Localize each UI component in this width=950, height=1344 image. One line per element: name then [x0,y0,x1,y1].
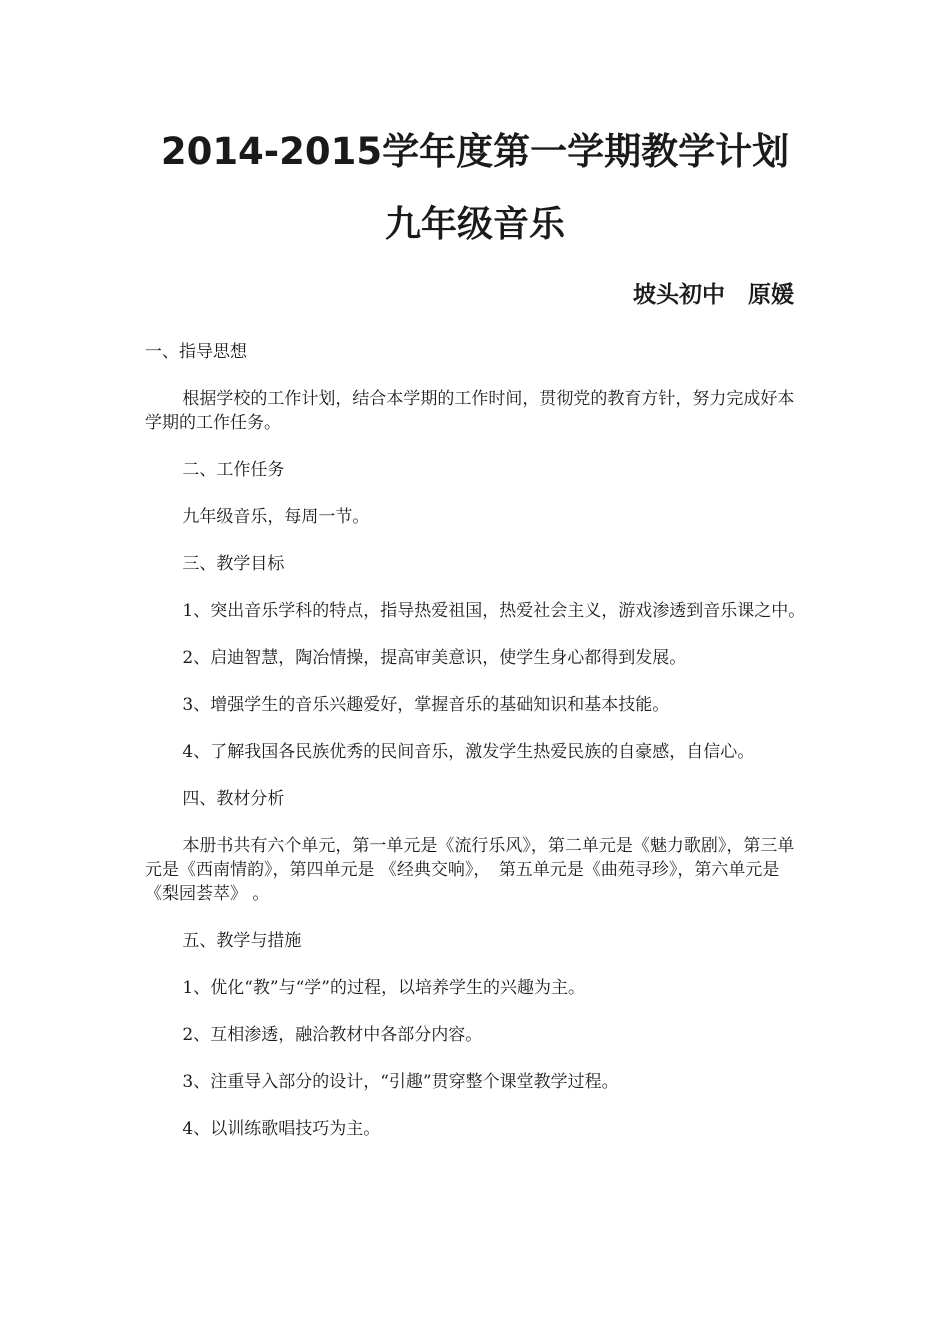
section-heading: 一、指导思想 [145,342,247,362]
list-item: 2、互相渗透，融洽教材中各部分内容。 [182,1025,483,1045]
paragraph: 九年级音乐，每周一节。 [182,507,370,527]
document-body [145,340,811,1164]
list-item: 3、增强学生的音乐兴趣爱好，掌握音乐的基础知识和基本技能。 [182,695,670,715]
section-heading: 二、工作任务 [182,460,285,480]
section-heading: 三、教学目标 [182,554,285,574]
document-subtitle: 九年级音乐 [384,204,565,245]
list-item: 1、优化“教”与“学”的过程，以培养学生的兴趣为主。 [182,978,585,998]
list-item: 3、注重导入部分的设计，“引趣”贯穿整个课堂教学过程。 [182,1072,619,1092]
paragraph: 根据学校的工作计划，结合本学期的工作时间，贯彻党的教育方针，努力完成好本学期的工作任务。 [145,389,795,433]
section-heading: 五、教学与措施 [182,931,302,951]
list-item: 2、启迪智慧，陶冶情操，提高审美意识，使学生身心都得到发展。 [182,648,687,668]
list-item: 4、以训练歌唱技巧为主。 [182,1119,381,1139]
section-heading: 四、教材分析 [182,789,285,809]
list-item: 4、了解我国各民族优秀的民间音乐，激发学生热爱民族的自豪感，自信心。 [182,742,755,762]
author-line: 坡头初中 原媛 [633,282,794,308]
paragraph: 本册书共有六个单元，第一单元是《流行乐风》，第二单元是《魅力歌剧》，第三单元是《西南情韵》，第四单元是 《经典交响》， 第五单元是《曲苑寻珍》，第六单元是《梨园荟萃》 。 [145,836,795,904]
list-item: 1、突出音乐学科的特点，指导热爱祖国，热爱社会主义，游戏渗透到音乐课之中。 [182,601,806,621]
document-title: 2014-2015学年度第一学期教学计划 [160,130,790,173]
